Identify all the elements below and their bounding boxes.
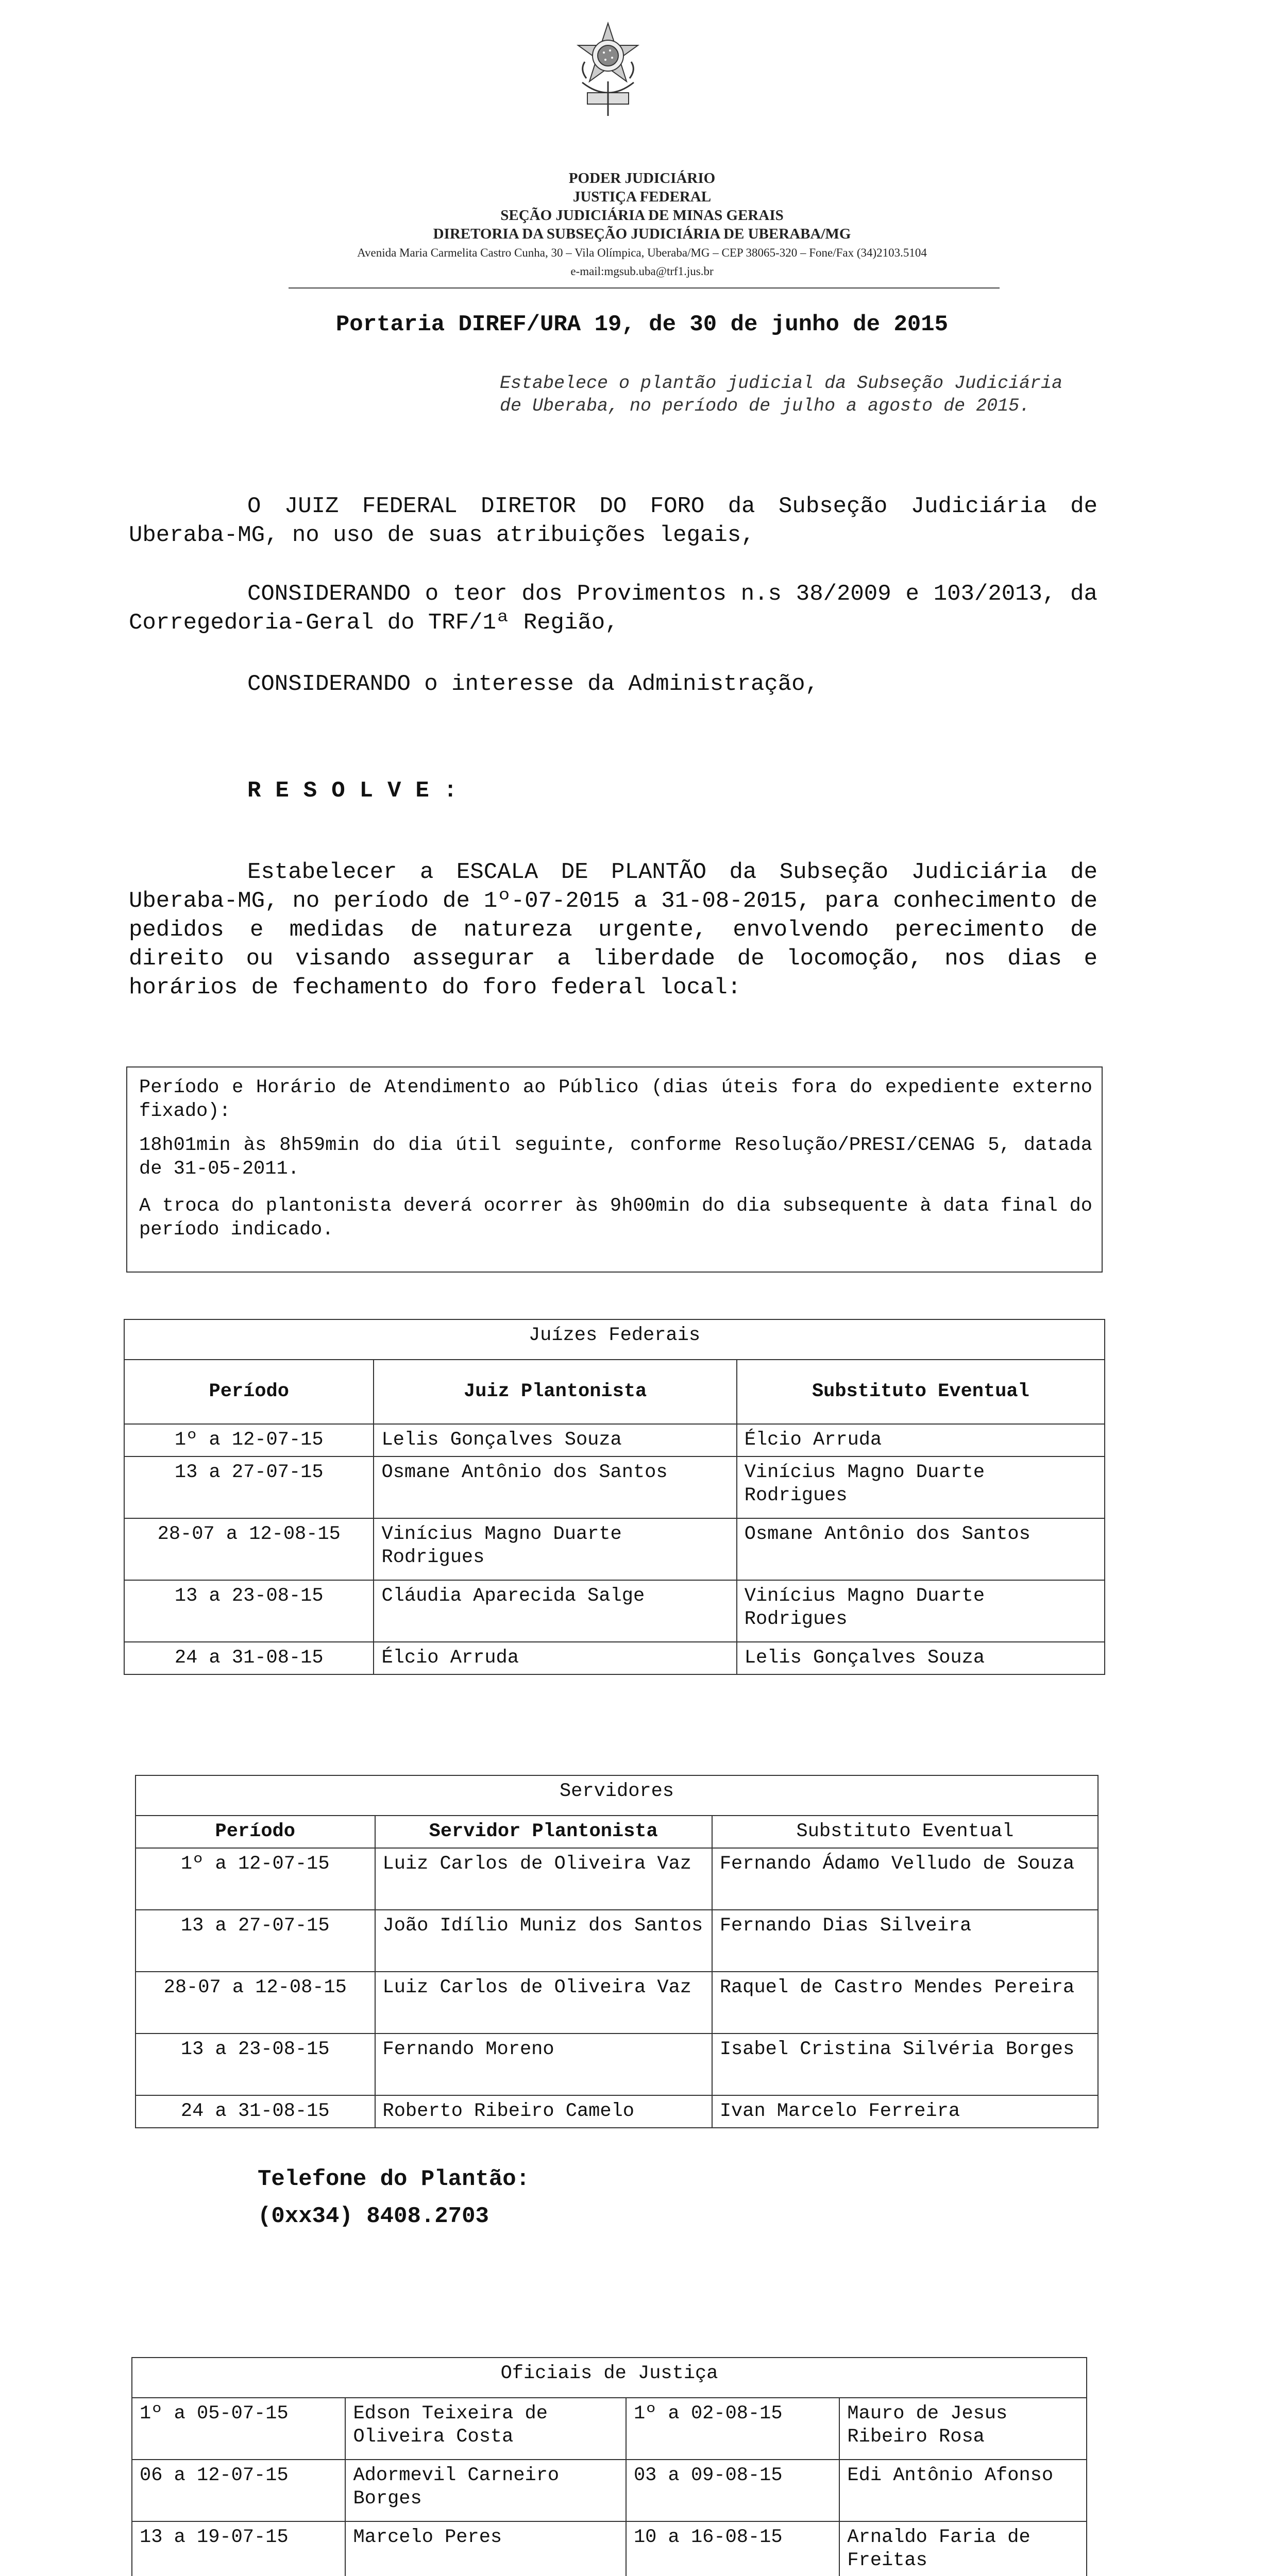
paragraph-establish-schedule: Estabelecer a ESCALA DE PLANTÃO da Subseção Judiciária de Uberaba-MG, no período de 1º-07-2015 a 31-08-2015, para conhecimento de pedidos e medidas de natureza urgente, envolvendo perecimento de direito ou visando assegurar a liberdade de locomoção, nos dias e horários de fechamento do foro federal local:	[129, 859, 1097, 1001]
judges-schedule-table	[124, 1319, 1105, 1675]
period-cell: 13 a 27-07-15	[136, 1910, 375, 1972]
servers-schedule-table	[135, 1775, 1099, 2128]
substitute-cell: Raquel de Castro Mendes Pereira	[712, 1972, 1098, 2033]
servers-column-header: Período	[136, 1816, 375, 1848]
table-row	[132, 2521, 1087, 2576]
period-cell: 13 a 23-08-15	[136, 2033, 375, 2095]
period-cell: 1º a 12-07-15	[124, 1424, 374, 1456]
on-duty-cell: Vinícius Magno Duarte Rodrigues	[374, 1518, 736, 1580]
on-duty-cell: Cláudia Aparecida Salge	[374, 1580, 736, 1642]
judges-table-caption: Juízes Federais	[124, 1319, 1105, 1360]
servers-column-header: Substituto Eventual	[712, 1816, 1098, 1848]
header-line-2: JUSTIÇA FEDERAL	[572, 189, 712, 205]
table-row	[136, 1972, 1098, 2033]
header-line-1: PODER JUDICIÁRIO	[568, 170, 716, 187]
judges-column-header: Juiz Plantonista	[374, 1360, 736, 1424]
period-cell: 13 a 19-07-15	[132, 2521, 345, 2576]
officer-name-cell: Adormevil Carneiro Borges	[345, 2460, 626, 2521]
period-cell: 28-07 a 12-08-15	[124, 1518, 374, 1580]
brazil-coat-of-arms-icon	[572, 21, 644, 118]
paragraph-considering-interest: CONSIDERANDO o interesse da Administração,	[247, 671, 819, 697]
period-cell: 13 a 27-07-15	[124, 1456, 374, 1518]
header-line-4: DIRETORIA DA SUBSEÇÃO JUDICIÁRIA DE UBERABA/MG	[433, 226, 851, 242]
table-row	[132, 2398, 1087, 2460]
judges-column-header: Período	[124, 1360, 374, 1424]
servers-column-header: Servidor Plantonista	[375, 1816, 712, 1848]
period-cell: 13 a 23-08-15	[124, 1580, 374, 1642]
header-divider	[289, 287, 1000, 289]
header-address: Avenida Maria Carmelita Castro Cunha, 30 – Vila Olímpica, Uberaba/MG – CEP 38065-320 – Fone/Fax (34)2103.5104	[357, 246, 927, 259]
period-cell: 1º a 05-07-15	[132, 2398, 345, 2460]
substitute-cell: Élcio Arruda	[737, 1424, 1105, 1456]
service-hours-detail: 18h01min às 8h59min do dia útil seguinte, conforme Resolução/PRESI/CENAG 5, datada de 31-05-2011.	[139, 1134, 1092, 1180]
substitute-cell: Vinícius Magno Duarte Rodrigues	[737, 1456, 1105, 1518]
period-cell: 1º a 02-08-15	[626, 2398, 839, 2460]
document-title: Portaria DIREF/URA 19, de 30 de junho de 2015	[335, 312, 949, 337]
table-row	[136, 2033, 1098, 2095]
period-cell: 03 a 09-08-15	[626, 2460, 839, 2521]
service-hours-title: Período e Horário de Atendimento ao Público (dias úteis fora do expediente externo fixado):	[139, 1077, 1092, 1122]
officer-name-cell: Edson Teixeira de Oliveira Costa	[345, 2398, 626, 2460]
officer-name-cell: Arnaldo Faria de Freitas	[839, 2521, 1087, 2576]
substitute-cell: Fernando Ádamo Velludo de Souza	[712, 1848, 1098, 1910]
table-row	[136, 2095, 1098, 2128]
on-duty-cell: Luiz Carlos de Oliveira Vaz	[375, 1848, 712, 1910]
table-row	[132, 2460, 1087, 2521]
on-duty-cell: Lelis Gonçalves Souza	[374, 1424, 736, 1456]
table-row	[124, 1642, 1105, 1674]
header-line-3: SEÇÃO JUDICIÁRIA DE MINAS GERAIS	[500, 207, 784, 224]
officer-name-cell: Marcelo Peres	[345, 2521, 626, 2576]
table-row	[136, 1848, 1098, 1910]
on-duty-cell: João Idílio Muniz dos Santos	[375, 1910, 712, 1972]
period-cell: 06 a 12-07-15	[132, 2460, 345, 2521]
resolve-heading: RESOLVE:	[247, 778, 472, 804]
officer-name-cell: Edi Antônio Afonso	[839, 2460, 1087, 2521]
officers-schedule-table	[131, 2357, 1087, 2576]
on-duty-cell: Fernando Moreno	[375, 2033, 712, 2095]
on-duty-cell: Élcio Arruda	[374, 1642, 736, 1674]
paragraph-authority: O JUIZ FEDERAL DIRETOR DO FORO da Subseção Judiciária de Uberaba-MG, no uso de suas atribuições legais,	[129, 494, 1097, 548]
officer-name-cell: Mauro de Jesus Ribeiro Rosa	[839, 2398, 1087, 2460]
document-summary: Estabelece o plantão judicial da Subseção Judiciária de Uberaba, no período de julho a agosto de 2015.	[500, 373, 1063, 416]
officers-table-caption: Oficiais de Justiça	[132, 2358, 1087, 2398]
table-row	[124, 1456, 1105, 1518]
substitute-cell: Lelis Gonçalves Souza	[737, 1642, 1105, 1674]
on-duty-cell: Luiz Carlos de Oliveira Vaz	[375, 1972, 712, 2033]
paragraph-considering-provisions: CONSIDERANDO o teor dos Provimentos n.s 38/2009 e 103/2013, da Corregedoria-Geral do TRF/1ª Região,	[129, 581, 1097, 636]
period-cell: 1º a 12-07-15	[136, 1848, 375, 1910]
table-row	[124, 1424, 1105, 1456]
period-cell: 10 a 16-08-15	[626, 2521, 839, 2576]
period-cell: 28-07 a 12-08-15	[136, 1972, 375, 2033]
header-email: e-mail:mgsub.uba@trf1.jus.br	[570, 265, 714, 278]
shift-change-note: A troca do plantonista deverá ocorrer às 9h00min do dia subsequente à data final do período indicado.	[139, 1195, 1092, 1241]
substitute-cell: Vinícius Magno Duarte Rodrigues	[737, 1580, 1105, 1642]
servers-table-caption: Servidores	[136, 1775, 1098, 1816]
judges-column-header: Substituto Eventual	[737, 1360, 1105, 1424]
substitute-cell: Isabel Cristina Silvéria Borges	[712, 2033, 1098, 2095]
on-duty-cell: Osmane Antônio dos Santos	[374, 1456, 736, 1518]
table-row	[124, 1518, 1105, 1580]
period-cell: 24 a 31-08-15	[136, 2095, 375, 2128]
table-row	[124, 1580, 1105, 1642]
table-row	[136, 1910, 1098, 1972]
substitute-cell: Ivan Marcelo Ferreira	[712, 2095, 1098, 2128]
substitute-cell: Osmane Antônio dos Santos	[737, 1518, 1105, 1580]
on-duty-cell: Roberto Ribeiro Camelo	[375, 2095, 712, 2128]
period-cell: 24 a 31-08-15	[124, 1642, 374, 1674]
substitute-cell: Fernando Dias Silveira	[712, 1910, 1098, 1972]
duty-phone-label: Telefone do Plantão:	[258, 2166, 530, 2192]
duty-phone-number: (0xx34) 8408.2703	[258, 2204, 489, 2229]
